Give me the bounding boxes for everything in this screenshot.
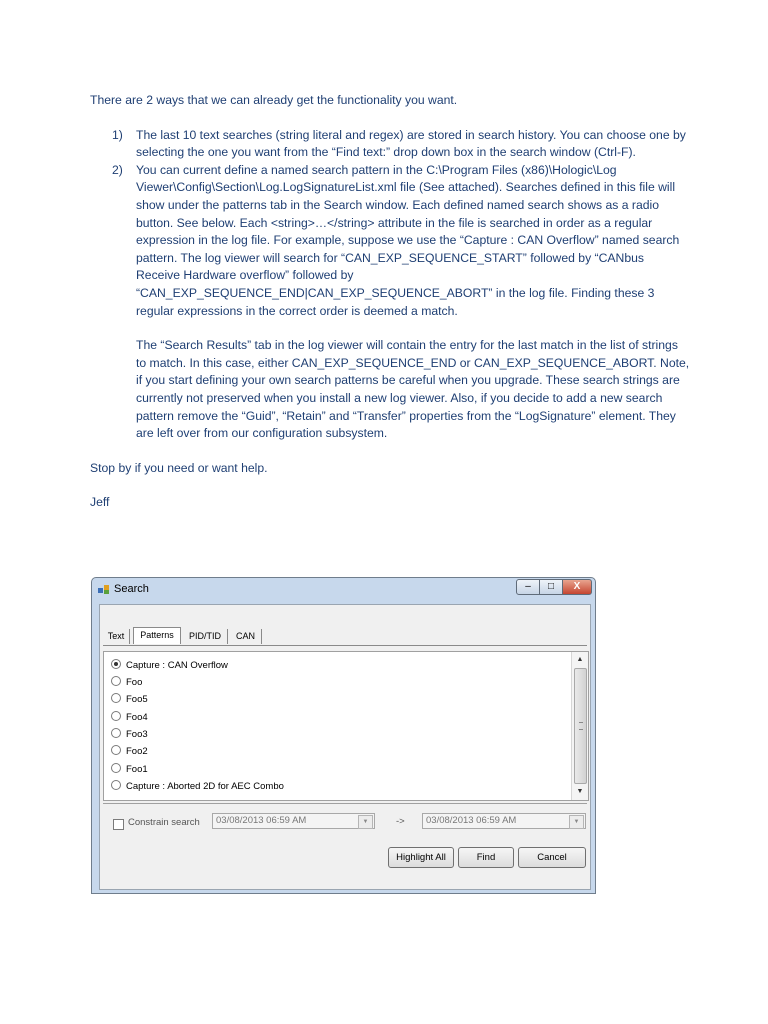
list-item <box>90 162 690 320</box>
list-item-text: The last 10 text searches (string literal and regex) are stored in search history. You can choose one by selecting the one you want from the “Find text:” drop down box in the search window (Ctrl-F). <box>136 127 686 160</box>
to-date-picker[interactable] <box>422 813 586 829</box>
pattern-option[interactable] <box>111 691 148 708</box>
highlight-all-button[interactable]: Highlight All <box>388 847 454 868</box>
pattern-label: Foo4 <box>126 712 148 723</box>
radio-button[interactable] <box>111 763 121 773</box>
constrain-search-checkbox[interactable] <box>113 819 124 830</box>
instruction-list <box>90 127 690 321</box>
search-app-icon <box>98 585 110 595</box>
title-bar[interactable] <box>92 578 595 602</box>
find-button[interactable]: Find <box>458 847 514 868</box>
intro-text: There are 2 ways that we can already get the functionality you want. <box>90 93 458 107</box>
dialog-client <box>99 604 591 890</box>
pattern-label: Foo3 <box>126 729 148 740</box>
pattern-option[interactable] <box>111 778 284 795</box>
pattern-option[interactable] <box>111 657 228 674</box>
section-divider <box>103 803 587 804</box>
email-body <box>90 92 690 512</box>
vertical-scrollbar[interactable] <box>571 652 588 800</box>
tab-underline <box>103 645 587 646</box>
pattern-label: Capture : Aborted 2D for AEC Combo <box>126 781 284 792</box>
pattern-option[interactable] <box>111 743 148 760</box>
pattern-label: Foo2 <box>126 746 148 757</box>
scroll-up-icon[interactable]: ▲ <box>576 656 584 663</box>
from-date-value: 03/08/2013 06:59 AM <box>216 815 307 826</box>
list-item-text: You can current define a named search pattern in the C:\Program Files (x86)\Hologic\Log Viewer\Config\Section\Log.LogSignatureList.xml file (See attached). Searches defined in this file will show under the patterns tab in the Search window. Each defined named search shows as a radio button. See below. Each <string>…</string> attribute in the file is searched in order as a regular expression in the log file. For example, suppose we use the “Capture : CAN Overflow” named search pattern. The log viewer will search for “CAN_EXP_SEQUENCE_START” followed by “CANbus Receive Hardware overflow” followed by “CAN_EXP_SEQUENCE_END|CAN_EXP_SEQUENCE_ABORT” in the log file. Finding these 3 regular expressions in the correct order is deemed a match. <box>136 162 680 318</box>
close-button[interactable]: X <box>562 579 592 595</box>
pattern-label: Foo <box>126 677 143 688</box>
pattern-option[interactable] <box>111 761 148 778</box>
radio-button[interactable] <box>111 659 121 669</box>
radio-button[interactable] <box>111 780 121 790</box>
maximize-button[interactable]: □ <box>539 579 563 595</box>
signature: Jeff <box>90 495 110 510</box>
pattern-label: Foo5 <box>126 694 148 705</box>
radio-button[interactable] <box>111 745 121 755</box>
radio-button[interactable] <box>111 676 121 686</box>
list-number: 2) <box>112 162 123 177</box>
constrain-search-label: Constrain search <box>128 817 200 828</box>
cancel-button[interactable]: Cancel <box>518 847 586 868</box>
closing-text: Stop by if you need or want help. <box>90 460 268 475</box>
minimize-button[interactable]: – <box>516 579 540 595</box>
search-dialog <box>91 577 596 894</box>
dialog-title: Search <box>114 583 149 595</box>
from-date-picker[interactable] <box>212 813 375 829</box>
list-number: 1) <box>112 127 123 142</box>
to-date-value: 03/08/2013 06:59 AM <box>426 815 517 826</box>
tab-can[interactable]: CAN <box>230 629 262 644</box>
chevron-down-icon[interactable]: ▼ <box>358 815 373 829</box>
scroll-thumb[interactable] <box>574 668 587 784</box>
pattern-option[interactable] <box>111 674 142 691</box>
patterns-list[interactable] <box>103 651 589 801</box>
tab-pid-tid[interactable]: PID/TID <box>183 629 228 644</box>
pattern-label: Capture : CAN Overflow <box>126 660 228 671</box>
range-arrow: -> <box>396 816 405 827</box>
tab-patterns[interactable]: Patterns <box>133 627 181 644</box>
radio-button[interactable] <box>111 711 121 721</box>
pattern-label: Foo1 <box>126 764 148 775</box>
pattern-option[interactable] <box>111 726 148 743</box>
radio-button[interactable] <box>111 728 121 738</box>
pattern-option[interactable] <box>111 709 148 726</box>
tab-text[interactable]: Text <box>103 629 130 644</box>
grip-icon <box>579 722 583 730</box>
search-results-note: The “Search Results” tab in the log viewer will contain the entry for the last match in the list of strings to match. In this case, either CAN_EXP_SEQUENCE_END or CAN_EXP_SEQUENCE_ABORT. Note, if you start defining your own search patterns be careful when you upgrade. These search strings are currently not preserved when you install a new log viewer. Also, if you decide to add a new search pattern remove the “Guid”, “Retain” and “Transfer” properties from the “LogSignature” element. They are left over from our configuration subsystem. <box>136 338 690 441</box>
list-item <box>90 127 690 162</box>
radio-button[interactable] <box>111 693 121 703</box>
chevron-down-icon[interactable]: ▼ <box>569 815 584 829</box>
scroll-down-icon[interactable]: ▼ <box>576 788 584 795</box>
